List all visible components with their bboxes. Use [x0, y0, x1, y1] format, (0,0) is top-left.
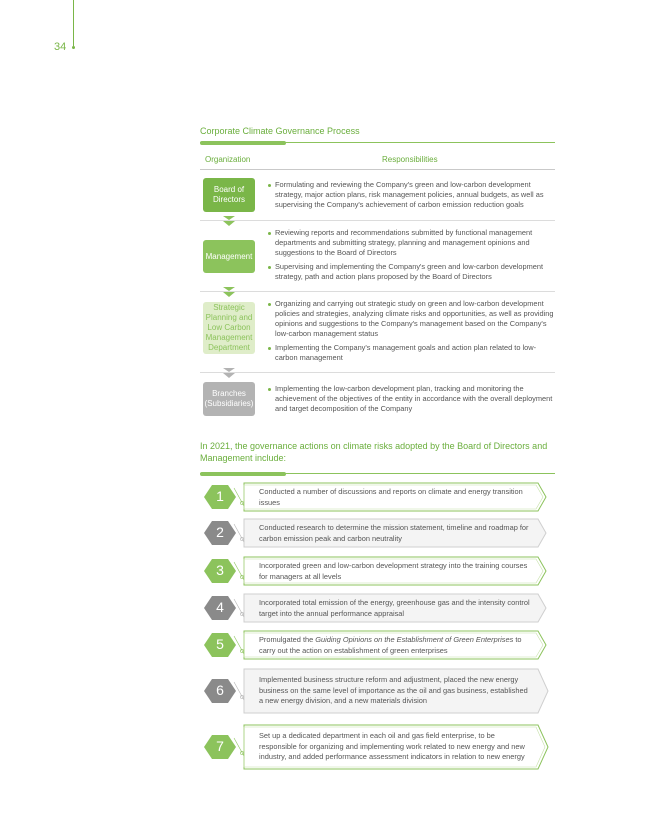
org-strategic-planning: Strategic Planning and Low Carbon Management Department [203, 302, 255, 354]
column-header-organization: Organization [205, 155, 251, 164]
down-arrow-icon [223, 216, 235, 226]
action-number: 4 [216, 599, 224, 615]
action-number: 6 [216, 682, 224, 698]
responsibility-item: Formulating and reviewing the Company's green and low-carbon development strategy, major action plans, risk management policies, annual budgets, as well as supervising the Company's achievement of carbon emission reduction goals [268, 180, 558, 210]
action-text: Incorporated green and low-carbon development strategy into the training courses for managers at all levels [259, 561, 528, 581]
org-branches: Branches (Subsidiaries) [203, 382, 255, 416]
row-divider [200, 372, 555, 373]
governance-title-accent [200, 141, 286, 145]
responsibilities-board [268, 180, 558, 214]
action-text: Conducted research to determine the mission statement, timeline and roadmap for carbon emission peak and carbon neutrality [259, 523, 529, 543]
action-number: 2 [216, 524, 224, 540]
down-arrow-icon [223, 368, 235, 378]
action-text: Set up a dedicated department in each oil and gas field enterprise, to be responsible for organizing and implementing work related to new energy and new industry, and added performance assessment indicators in relation to new energy [259, 731, 525, 761]
org-board-of-directors: Board of Directors [203, 178, 255, 212]
responsibility-item: Implementing the Company's management goals and action plan related to low-carbon management [268, 343, 558, 363]
action-item-4 [200, 593, 550, 623]
action-number: 1 [216, 488, 224, 504]
responsibility-item: Reviewing reports and recommendations submitted by functional management departments and submitting strategy, planning and management opinions and suggestions to the Board of Directors [268, 228, 558, 258]
row-divider [200, 291, 555, 292]
responsibility-item: Organizing and carrying out strategic study on green and low-carbon development policies and strategies, analyzing climate risks and opportunities, as well as providing opinions and suggestions to the Company's management based on the Company's low-carbon management status [268, 299, 558, 339]
responsibility-item: Implementing the low-carbon development plan, tracking and monitoring the achievement of the objectives of the entity in accordance with the overall deployment and target decomposition of the Company [268, 384, 558, 414]
actions-title-accent [200, 472, 286, 476]
down-arrow-icon [223, 287, 235, 297]
action-text-part: Promulgated the [259, 635, 316, 644]
responsibility-item: Supervising and implementing the Company's green and low-carbon development strategy, path and action plans proposed by the Board of Directors [268, 262, 558, 282]
action-item-6 [200, 668, 550, 714]
action-item-5 [200, 630, 550, 660]
action-text [259, 635, 532, 656]
header-divider [200, 169, 555, 170]
org-management: Management [203, 240, 255, 273]
column-header-responsibilities: Responsibilities [382, 155, 438, 164]
page-number: 34 [54, 41, 67, 53]
page-margin-line [73, 0, 74, 46]
action-text: Conducted a number of discussions and reports on climate and energy transition issues [259, 487, 523, 507]
responsibilities-management [268, 228, 558, 286]
action-text: Implemented business structure reform and adjustment, placed the new energy business on the same level of importance as the oil and gas business, established a new energy division, and a new materials division [259, 675, 528, 705]
action-item-3 [200, 556, 550, 586]
action-text-italic: Guiding Opinions on the Establishment of Green Enterprises [315, 635, 514, 644]
action-item-2 [200, 518, 550, 548]
page-number-dot [72, 46, 75, 49]
responsibilities-branches [268, 384, 558, 418]
row-divider [200, 220, 555, 221]
responsibilities-strategic [268, 299, 558, 367]
action-item-7 [200, 724, 550, 770]
actions-title: In 2021, the governance actions on climate risks adopted by the Board of Directors and Management include: [200, 441, 548, 463]
action-number: 3 [216, 562, 224, 578]
action-number: 5 [216, 636, 224, 652]
governance-title: Corporate Climate Governance Process [200, 126, 360, 136]
action-text-part: to carry out the action on establishment of green enterprises [259, 635, 522, 655]
action-item-1 [200, 482, 550, 512]
action-number: 7 [216, 738, 224, 754]
action-text: Incorporated total emission of the energy, greenhouse gas and the intensity control target into the annual performance appraisal [259, 598, 530, 618]
